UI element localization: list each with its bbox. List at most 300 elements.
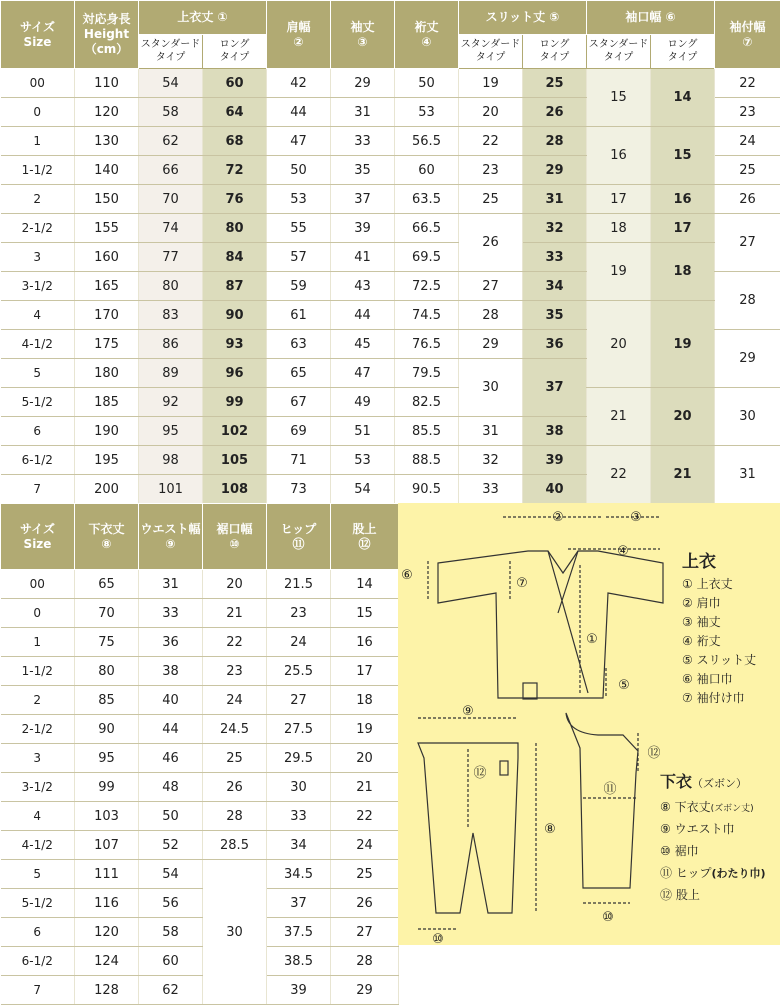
table-cell: 101 — [139, 475, 203, 504]
table-row — [1, 214, 780, 243]
table-cell: 80 — [203, 214, 267, 243]
table-cell: 53 — [395, 98, 459, 127]
table-cell: 28 — [715, 272, 780, 330]
table-cell: 25 — [523, 69, 587, 98]
table-cell: 92 — [139, 388, 203, 417]
table-cell: 14 — [331, 570, 399, 599]
table-cell: 80 — [75, 657, 139, 686]
table-cell: 34.5 — [267, 860, 331, 889]
table-cell: 19 — [331, 715, 399, 744]
table-cell: 31 — [715, 446, 780, 504]
table-cell: 3-1/2 — [1, 773, 75, 802]
table-cell: 40 — [139, 686, 203, 715]
pants-item-11: ⑪ ヒップ(わたり巾) — [660, 866, 766, 880]
table-cell: 27 — [331, 918, 399, 947]
table-row — [1, 947, 399, 976]
table-cell: 82.5 — [395, 388, 459, 417]
table-cell: 6 — [1, 417, 75, 446]
table-cell: 150 — [75, 185, 139, 214]
table-cell: 1 — [1, 628, 75, 657]
table-row — [1, 388, 780, 417]
table-cell: 17 — [651, 214, 715, 243]
table-row — [1, 802, 399, 831]
table-cell: 47 — [267, 127, 331, 156]
table-cell: 47 — [331, 359, 395, 388]
subheader-long: ロング タイプ — [651, 35, 715, 69]
table-cell: 5 — [1, 860, 75, 889]
table-cell: 32 — [523, 214, 587, 243]
table-row — [1, 69, 780, 98]
marker-5: ⑤ — [618, 678, 630, 693]
table-cell: 17 — [331, 657, 399, 686]
table-row — [1, 976, 399, 1005]
table-cell: 25.5 — [267, 657, 331, 686]
table-cell: 99 — [203, 388, 267, 417]
table-cell: 25 — [715, 156, 780, 185]
table-cell: 128 — [75, 976, 139, 1005]
table-cell: 83 — [139, 301, 203, 330]
table-cell: 16 — [587, 127, 651, 185]
table-cell: 00 — [1, 69, 75, 98]
table-cell: 155 — [75, 214, 139, 243]
table-cell: 76.5 — [395, 330, 459, 359]
table-row — [1, 185, 780, 214]
table-row — [1, 918, 399, 947]
marker-12: ⑫ — [473, 766, 486, 781]
table-cell: 44 — [331, 301, 395, 330]
pants-item-10: ⑩ 裾巾 — [660, 843, 699, 858]
table-cell: 111 — [75, 860, 139, 889]
table-cell: 58 — [139, 98, 203, 127]
table-cell: 38 — [523, 417, 587, 446]
table-cell: 3-1/2 — [1, 272, 75, 301]
table-cell: 23 — [715, 98, 780, 127]
table-cell: 87 — [203, 272, 267, 301]
table-cell: 90 — [203, 301, 267, 330]
table-cell: 6 — [1, 918, 75, 947]
table-cell: 175 — [75, 330, 139, 359]
measurement-diagram — [398, 503, 780, 945]
pants-item-8: ⑧ 下衣丈(ズボン丈) — [660, 799, 754, 814]
table-cell: 39 — [523, 446, 587, 475]
table-cell: 84 — [203, 243, 267, 272]
table-cell: 24 — [331, 831, 399, 860]
table-cell: 39 — [331, 214, 395, 243]
table-cell: 6-1/2 — [1, 446, 75, 475]
table-cell: 124 — [75, 947, 139, 976]
table-cell: 37.5 — [267, 918, 331, 947]
table-cell: 18 — [587, 214, 651, 243]
header-size: サイズ Size — [1, 504, 75, 570]
table-cell: 66 — [139, 156, 203, 185]
table-cell: 34 — [267, 831, 331, 860]
table-cell: 21.5 — [267, 570, 331, 599]
table-cell: 76 — [203, 185, 267, 214]
table-cell: 53 — [331, 446, 395, 475]
table-cell: 34 — [523, 272, 587, 301]
table-cell: 5-1/2 — [1, 388, 75, 417]
subheader-long: ロング タイプ — [523, 35, 587, 69]
table-cell: 1-1/2 — [1, 657, 75, 686]
table-row — [1, 570, 399, 599]
table-row — [1, 446, 780, 475]
marker-10-side: ⑩ — [602, 910, 614, 925]
table-cell: 50 — [267, 156, 331, 185]
table-cell: 72.5 — [395, 272, 459, 301]
table-cell: 61 — [267, 301, 331, 330]
header-yuki: 裄丈 ④ — [395, 1, 459, 69]
header-sleeve: 袖丈 ③ — [331, 1, 395, 69]
table-cell: 67 — [267, 388, 331, 417]
table-cell: 22 — [203, 628, 267, 657]
table-cell: 89 — [139, 359, 203, 388]
table-cell: 22 — [715, 69, 780, 98]
jacket-item-7: ⑦ 袖付け巾 — [682, 690, 745, 705]
table-cell: 70 — [75, 599, 139, 628]
table-cell: 185 — [75, 388, 139, 417]
table-cell: 85 — [75, 686, 139, 715]
table-cell: 90.5 — [395, 475, 459, 504]
table-cell: 190 — [75, 417, 139, 446]
table-cell: 37 — [523, 359, 587, 417]
table-cell: 98 — [139, 446, 203, 475]
table-cell: 19 — [587, 243, 651, 301]
table-cell: 29 — [459, 330, 523, 359]
table-cell: 23 — [267, 599, 331, 628]
table-cell: 21 — [587, 388, 651, 446]
table-cell: 5-1/2 — [1, 889, 75, 918]
table-cell: 20 — [203, 570, 267, 599]
table-row — [1, 301, 780, 330]
table-cell: 44 — [267, 98, 331, 127]
table-cell: 96 — [203, 359, 267, 388]
marker-8: ⑧ — [544, 822, 556, 837]
table-cell: 63 — [267, 330, 331, 359]
table-cell: 85.5 — [395, 417, 459, 446]
table-cell: 40 — [523, 475, 587, 504]
table-cell: 4-1/2 — [1, 330, 75, 359]
table-cell: 7 — [1, 976, 75, 1005]
jacket-collar — [548, 551, 588, 693]
table-cell: 52 — [139, 831, 203, 860]
table-cell: 64 — [203, 98, 267, 127]
table-cell: 20 — [651, 388, 715, 446]
table-cell: 29 — [715, 330, 780, 388]
table-cell: 63.5 — [395, 185, 459, 214]
table-cell: 22 — [459, 127, 523, 156]
table-cell: 110 — [75, 69, 139, 98]
jacket-item-2: ② 肩巾 — [682, 595, 721, 610]
table-cell: 170 — [75, 301, 139, 330]
table-cell: 4 — [1, 301, 75, 330]
header-size: サイズ Size — [1, 1, 75, 69]
table-cell: 27 — [267, 686, 331, 715]
table-cell: 20 — [459, 98, 523, 127]
table-row — [1, 628, 399, 657]
table-cell: 31 — [459, 417, 523, 446]
table-cell: 38.5 — [267, 947, 331, 976]
marker-12-side: ⑫ — [647, 746, 660, 761]
table-cell: 55 — [267, 214, 331, 243]
header-height: 対応身長 Height （cm） — [75, 1, 139, 69]
table-cell: 180 — [75, 359, 139, 388]
table-row — [1, 243, 780, 272]
table-cell: 24 — [267, 628, 331, 657]
table-cell: 25 — [331, 860, 399, 889]
table-cell: 2-1/2 — [1, 214, 75, 243]
marker-10: ⑩ — [432, 932, 444, 945]
marker-3: ③ — [630, 510, 642, 525]
table-cell: 15 — [331, 599, 399, 628]
table-cell: 120 — [75, 98, 139, 127]
table-cell: 75 — [75, 628, 139, 657]
marker-7: ⑦ — [516, 576, 528, 591]
table-cell: 42 — [267, 69, 331, 98]
table-cell: 29 — [523, 156, 587, 185]
table-cell: 44 — [139, 715, 203, 744]
marker-4: ④ — [617, 544, 629, 559]
table-cell: 4-1/2 — [1, 831, 75, 860]
table-cell: 29 — [331, 69, 395, 98]
table-cell: 43 — [331, 272, 395, 301]
jacket-item-4: ④ 裄丈 — [682, 633, 721, 648]
table-cell: 31 — [331, 98, 395, 127]
pants-size-table — [0, 503, 399, 1005]
table-cell: 200 — [75, 475, 139, 504]
table-cell: 54 — [139, 69, 203, 98]
table-cell: 2 — [1, 185, 75, 214]
jacket-outline — [438, 551, 663, 698]
pants-side-outline — [566, 713, 638, 888]
table-cell: 36 — [139, 628, 203, 657]
table-cell: 74 — [139, 214, 203, 243]
table-cell: 66.5 — [395, 214, 459, 243]
table-cell: 17 — [587, 185, 651, 214]
table-cell: 30 — [715, 388, 780, 446]
table-cell: 90 — [75, 715, 139, 744]
table-cell: 22 — [587, 446, 651, 504]
table-cell: 30 — [203, 860, 267, 1005]
table-cell: 88.5 — [395, 446, 459, 475]
marker-1: ① — [586, 632, 598, 647]
table-cell: 60 — [395, 156, 459, 185]
table-cell: 18 — [331, 686, 399, 715]
table-cell: 18 — [651, 243, 715, 301]
header-hip: ヒップ ⑪ — [267, 504, 331, 570]
table-row — [1, 860, 399, 889]
marker-11: ⑪ — [603, 782, 616, 797]
table-cell: 26 — [715, 185, 780, 214]
table-row — [1, 715, 399, 744]
table-cell: 16 — [651, 185, 715, 214]
pants-item-12: ⑫ 股上 — [660, 887, 700, 902]
table-cell: 35 — [523, 301, 587, 330]
table-cell: 23 — [459, 156, 523, 185]
table-cell: 38 — [139, 657, 203, 686]
subheader-standard: スタンダード タイプ — [587, 35, 651, 69]
pants-title: 下衣（ズボン） — [660, 772, 747, 791]
table-cell: 70 — [139, 185, 203, 214]
table-cell: 28 — [331, 947, 399, 976]
table-cell: 62 — [139, 127, 203, 156]
table-cell: 130 — [75, 127, 139, 156]
table-cell: 7 — [1, 475, 75, 504]
table-cell: 21 — [651, 446, 715, 504]
table-cell: 27 — [715, 214, 780, 272]
table-cell: 35 — [331, 156, 395, 185]
table-cell: 45 — [331, 330, 395, 359]
table-cell: 24 — [715, 127, 780, 156]
table-cell: 26 — [203, 773, 267, 802]
header-waist: ウエスト幅 ⑨ — [139, 504, 203, 570]
table-cell: 77 — [139, 243, 203, 272]
table-cell: 60 — [203, 69, 267, 98]
table-row — [1, 657, 399, 686]
table-cell: 41 — [331, 243, 395, 272]
table-cell: 37 — [267, 889, 331, 918]
table-row — [1, 831, 399, 860]
marker-2: ② — [552, 510, 564, 525]
table-cell: 26 — [459, 214, 523, 272]
table-cell: 6-1/2 — [1, 947, 75, 976]
jacket-belt-knot — [523, 683, 537, 699]
header-hem: 裾口幅 ⑩ — [203, 504, 267, 570]
table-cell: 00 — [1, 570, 75, 599]
table-cell: 116 — [75, 889, 139, 918]
table-cell: 73 — [267, 475, 331, 504]
table-cell: 165 — [75, 272, 139, 301]
table-cell: 25 — [459, 185, 523, 214]
table-row — [1, 599, 399, 628]
table-cell: 0 — [1, 599, 75, 628]
table-cell: 21 — [331, 773, 399, 802]
table-cell: 71 — [267, 446, 331, 475]
table-cell: 30 — [267, 773, 331, 802]
table-cell: 0 — [1, 98, 75, 127]
jacket-item-6: ⑥ 袖口巾 — [682, 671, 733, 686]
table-cell: 79.5 — [395, 359, 459, 388]
table-cell: 69 — [267, 417, 331, 446]
subheader-standard: スタンダード タイプ — [139, 35, 203, 69]
table-cell: 58 — [139, 918, 203, 947]
table-cell: 29 — [331, 976, 399, 1005]
table-cell: 86 — [139, 330, 203, 359]
table-cell: 50 — [395, 69, 459, 98]
table-cell: 19 — [459, 69, 523, 98]
table-cell: 28 — [523, 127, 587, 156]
table-cell: 29.5 — [267, 744, 331, 773]
table-cell: 31 — [139, 570, 203, 599]
pants-front-outline — [418, 743, 518, 913]
table-cell: 37 — [331, 185, 395, 214]
table-cell: 24 — [203, 686, 267, 715]
table-cell: 120 — [75, 918, 139, 947]
table-cell: 2 — [1, 686, 75, 715]
jacket-title: 上衣 — [682, 551, 716, 572]
table-cell: 27 — [459, 272, 523, 301]
table-cell: 36 — [523, 330, 587, 359]
table-cell: 65 — [75, 570, 139, 599]
table-cell: 80 — [139, 272, 203, 301]
table-cell: 5 — [1, 359, 75, 388]
subheader-long: ロング タイプ — [203, 35, 267, 69]
table-cell: 3 — [1, 243, 75, 272]
table-cell: 56 — [139, 889, 203, 918]
table-cell: 51 — [331, 417, 395, 446]
table-cell: 93 — [203, 330, 267, 359]
table-cell: 48 — [139, 773, 203, 802]
table-cell: 74.5 — [395, 301, 459, 330]
table-cell: 28 — [459, 301, 523, 330]
table-cell: 33 — [523, 243, 587, 272]
table-cell: 102 — [203, 417, 267, 446]
table-cell: 95 — [139, 417, 203, 446]
jacket-item-1: ① 上衣丈 — [682, 576, 733, 591]
header-cuff: 袖口幅 ⑥ — [587, 1, 715, 35]
table-cell: 54 — [331, 475, 395, 504]
table-cell: 46 — [139, 744, 203, 773]
table-cell: 31 — [523, 185, 587, 214]
table-cell: 103 — [75, 802, 139, 831]
table-cell: 19 — [651, 301, 715, 388]
table-cell: 14 — [651, 69, 715, 127]
header-shoulder: 肩幅 ② — [267, 1, 331, 69]
table-cell: 140 — [75, 156, 139, 185]
table-cell: 24.5 — [203, 715, 267, 744]
table-cell: 33 — [139, 599, 203, 628]
table-cell: 59 — [267, 272, 331, 301]
marker-6: ⑥ — [401, 568, 413, 583]
table-cell: 20 — [587, 301, 651, 388]
table-cell: 27.5 — [267, 715, 331, 744]
table-cell: 39 — [267, 976, 331, 1005]
table-cell: 20 — [331, 744, 399, 773]
table-cell: 160 — [75, 243, 139, 272]
table-cell: 69.5 — [395, 243, 459, 272]
table-cell: 4 — [1, 802, 75, 831]
table-cell: 25 — [203, 744, 267, 773]
table-cell: 23 — [203, 657, 267, 686]
header-slit: スリット丈 ⑤ — [459, 1, 587, 35]
table-cell: 28 — [203, 802, 267, 831]
table-cell: 50 — [139, 802, 203, 831]
table-cell: 57 — [267, 243, 331, 272]
table-cell: 72 — [203, 156, 267, 185]
table-cell: 62 — [139, 976, 203, 1005]
header-rise: 股上 ⑫ — [331, 504, 399, 570]
table-cell: 1-1/2 — [1, 156, 75, 185]
table-cell: 53 — [267, 185, 331, 214]
pants-label — [500, 761, 508, 775]
table-cell: 2-1/2 — [1, 715, 75, 744]
table-row — [1, 773, 399, 802]
table-cell: 49 — [331, 388, 395, 417]
table-cell: 105 — [203, 446, 267, 475]
table-cell: 26 — [523, 98, 587, 127]
table-cell: 16 — [331, 628, 399, 657]
table-row — [1, 127, 780, 156]
table-cell: 60 — [139, 947, 203, 976]
subheader-standard: スタンダード タイプ — [459, 35, 523, 69]
table-cell: 33 — [331, 127, 395, 156]
table-cell: 33 — [459, 475, 523, 504]
uniform-diagram — [398, 503, 780, 945]
table-cell: 21 — [203, 599, 267, 628]
table-cell: 15 — [587, 69, 651, 127]
table-cell: 107 — [75, 831, 139, 860]
table-cell: 108 — [203, 475, 267, 504]
table-cell: 33 — [267, 802, 331, 831]
